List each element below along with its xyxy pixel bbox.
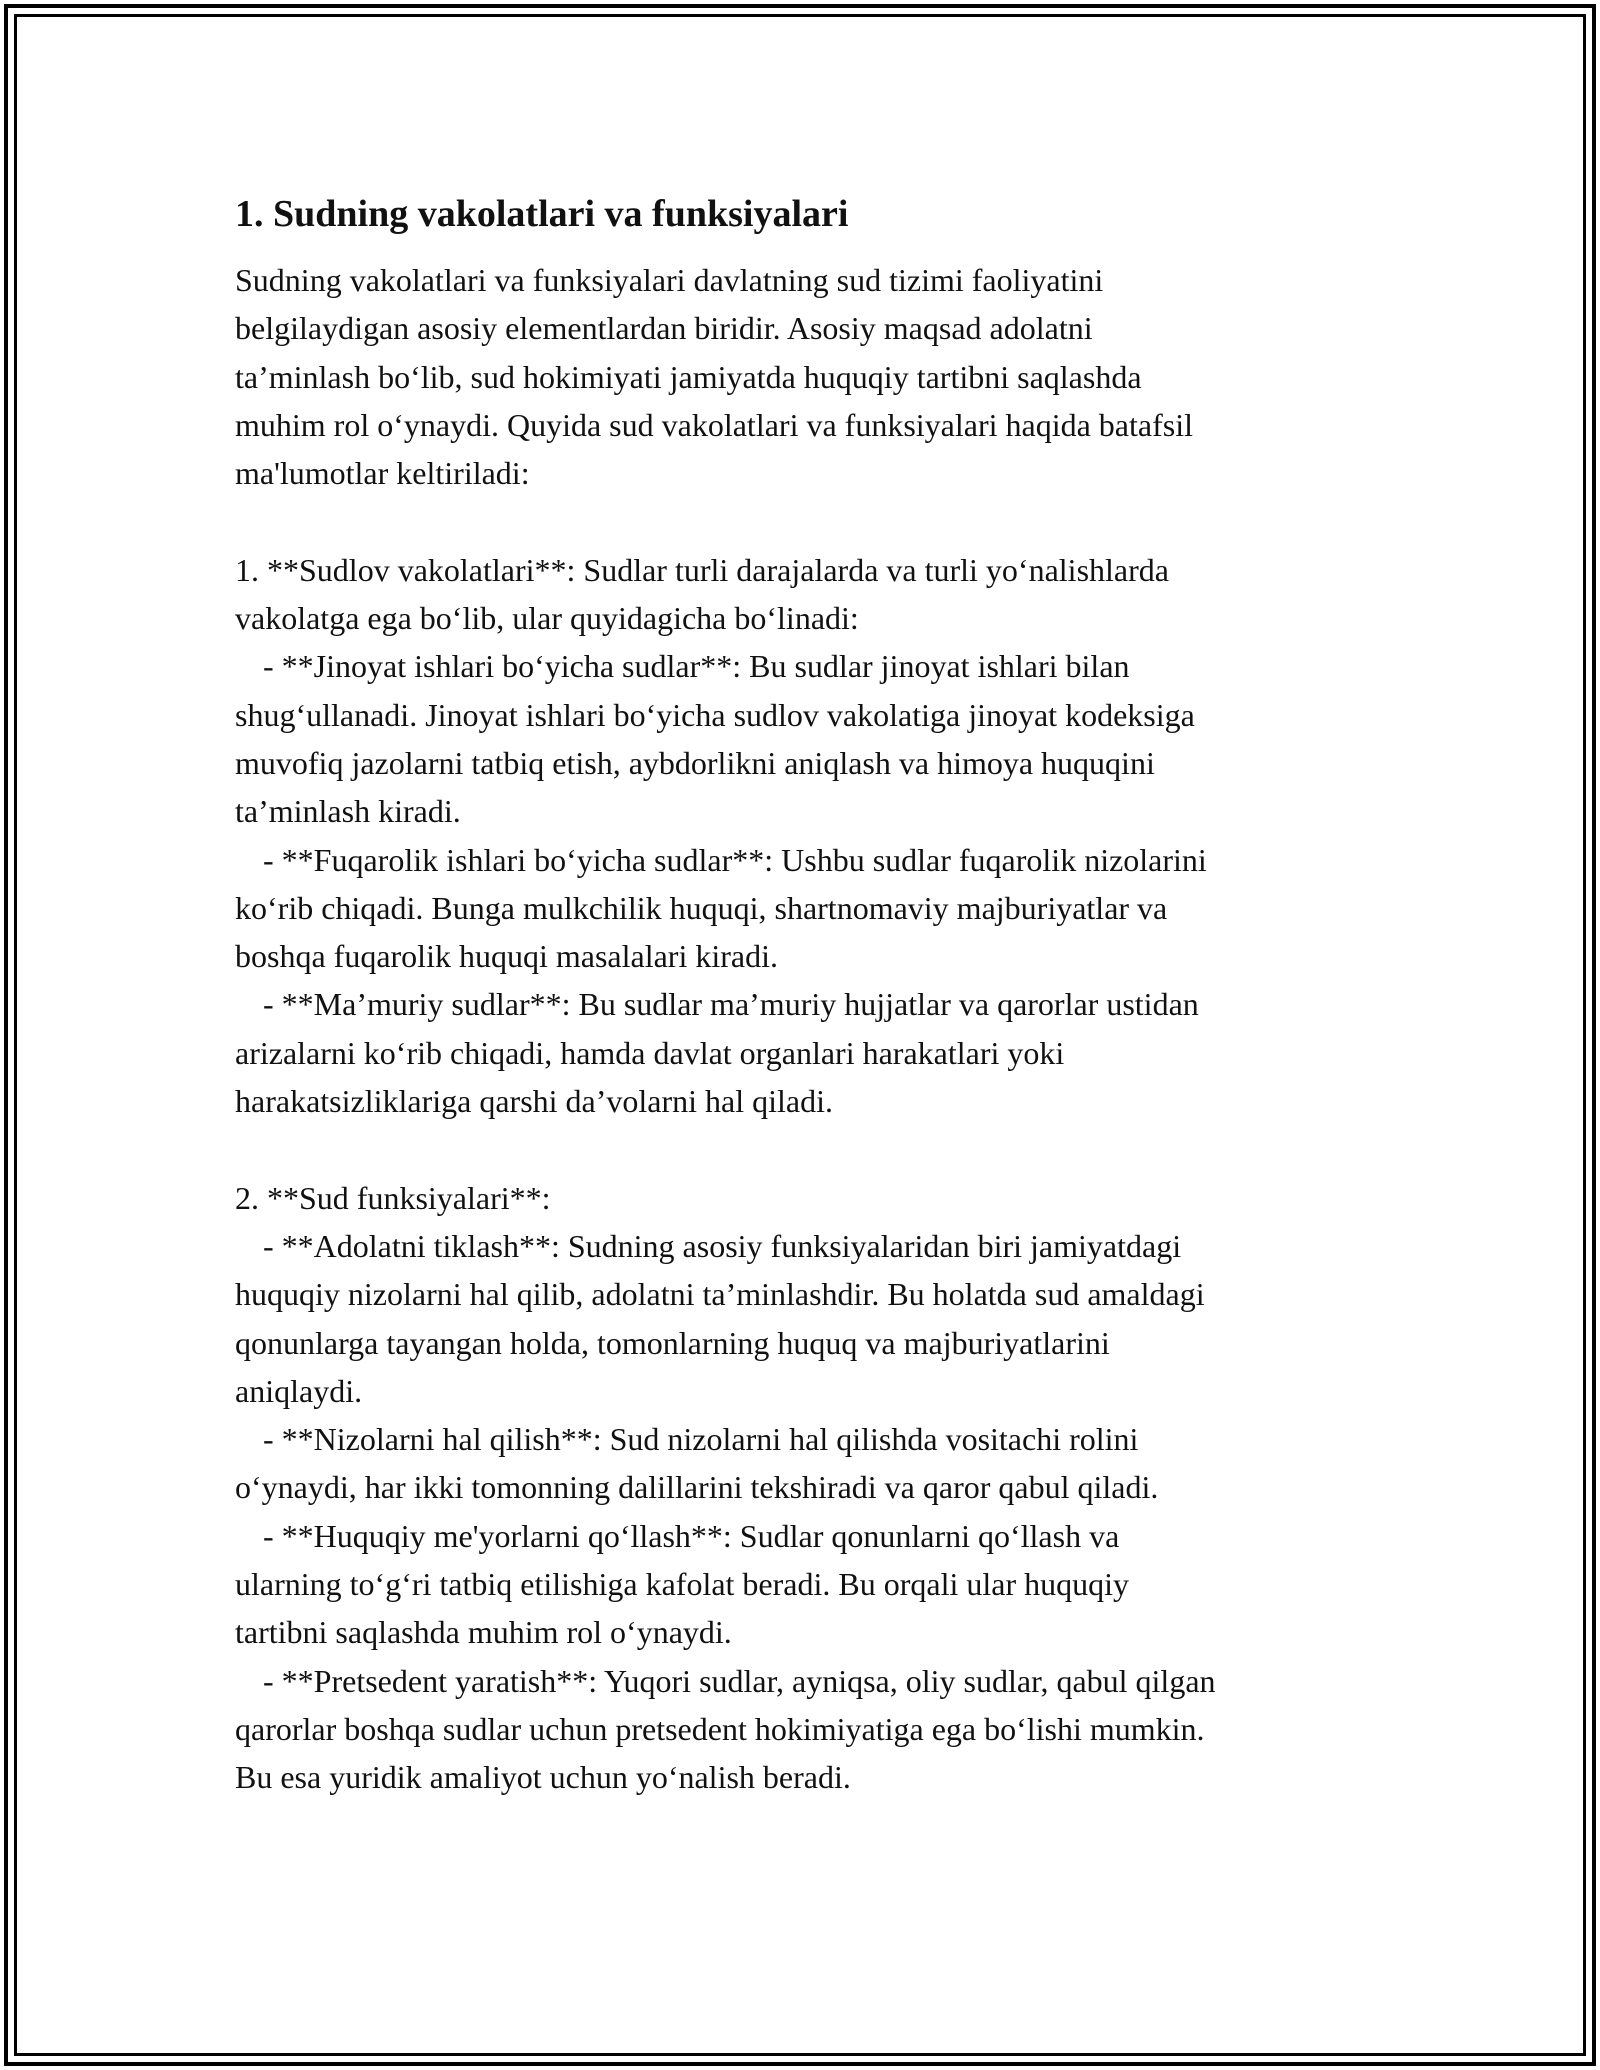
text-line: ma'lumotlar keltiriladi:	[235, 455, 530, 492]
list-item-first-line: - **Huquqiy me'yorlarni qo‘llash**: Sudlar qonunlarni qo‘llash va	[263, 1517, 1120, 1554]
text-line: vakolatga ega bo‘lib, ular quyidagicha bo‘linadi:	[235, 600, 859, 637]
text-line: ularning to‘g‘ri tatbiq etilishiga kafolat beradi. Bu orqali ular huquqiy	[235, 1566, 1129, 1603]
text-line: huquqiy nizolarni hal qilib, adolatni ta’minlashdir. Bu holatda sud amaldagi	[235, 1276, 1205, 1313]
list-item	[235, 836, 1385, 981]
text-line: Sudning vakolatlari va funksiyalari davlatning sud tizimi faoliyatini	[235, 262, 1104, 298]
text-line: qarorlar boshqa sudlar uchun pretsedent hokimiyatiga ega bo‘lishi mumkin.	[235, 1710, 1205, 1747]
list-item-first-line: - **Pretsedent yaratish**: Yuqori sudlar, ayniqsa, oliy sudlar, qabul qilgan	[263, 1662, 1216, 1699]
text-line: arizalarni ko‘rib chiqadi, hamda davlat organlari harakatlari yoki	[235, 1034, 1065, 1071]
blank-line	[235, 497, 1385, 545]
text-line: muvofiq jazolarni tatbiq etish, aybdorlikni aniqlash va himoya huquqini	[235, 744, 1155, 781]
text-line: qonunlarga tayangan holda, tomonlarning huquq va majburiyatlarini	[235, 1324, 1110, 1361]
text-line: Bu esa yuridik amaliyot uchun yo‘nalish beradi.	[235, 1759, 851, 1796]
list-item	[235, 642, 1385, 835]
list-item	[235, 1415, 1385, 1512]
intro-paragraph	[235, 256, 1385, 497]
section-sud-funksiyalari	[235, 1174, 1385, 1802]
list-item	[235, 1657, 1385, 1802]
text-line: harakatsizliklariga qarshi da’volarni hal qiladi.	[235, 1083, 833, 1120]
text-line: aniqlaydi.	[235, 1372, 363, 1409]
section-heading-line: 1. **Sudlov vakolatlari**: Sudlar turli darajalarda va turli yo‘nalishlarda	[235, 551, 1169, 588]
text-line: ta’minlash bo‘lib, sud hokimiyati jamiyatda huquqiy tartibni saqlashda	[235, 358, 1142, 395]
list-item-first-line: - **Fuqarolik ishlari bo‘yicha sudlar**: Ushbu sudlar fuqarolik nizolarini	[263, 841, 1207, 878]
blank-line	[235, 1125, 1385, 1173]
list-item	[235, 980, 1385, 1125]
list-item	[235, 1512, 1385, 1657]
text-line: boshqa fuqarolik huquqi masalalari kiradi.	[235, 938, 778, 975]
text-line: belgilaydigan asosiy elementlardan biridir. Asosiy maqsad adolatni	[235, 310, 1093, 347]
document-body	[235, 186, 1385, 1802]
section-heading-line: 2. **Sud funksiyalari**:	[235, 1179, 551, 1216]
list-item-first-line: - **Nizolarni hal qilish**: Sud nizolarni hal qilishda vositachi rolini	[263, 1421, 1139, 1458]
list-item-first-line: - **Ma’muriy sudlar**: Bu sudlar ma’muriy hujjatlar va qarorlar ustidan	[263, 986, 1199, 1023]
list-item-first-line: - **Jinoyat ishlari bo‘yicha sudlar**: Bu sudlar jinoyat ishlari bilan	[263, 648, 1130, 685]
list-item-first-line: - **Adolatni tiklash**: Sudning asosiy funksiyalaridan biri jamiyatdagi	[263, 1227, 1182, 1264]
text-line: shug‘ullanadi. Jinoyat ishlari bo‘yicha sudlov vakolatiga jinoyat kodeksiga	[235, 696, 1195, 733]
text-line: tartibni saqlashda muhim rol o‘ynaydi.	[235, 1614, 732, 1651]
text-line: muhim rol o‘ynaydi. Quyida sud vakolatlari va funksiyalari haqida batafsil	[235, 406, 1193, 443]
text-line: ta’minlash kiradi.	[235, 793, 461, 830]
section-sudlov-vakolatlari	[235, 546, 1385, 1126]
list-item	[235, 1222, 1385, 1415]
text-line: ko‘rib chiqadi. Bunga mulkchilik huquqi, shartnomaviy majburiyatlar va	[235, 889, 1168, 926]
text-line: o‘ynaydi, har ikki tomonning dalillarini tekshiradi va qaror qabul qiladi.	[235, 1469, 1159, 1506]
document-title: 1. Sudning vakolatlari va funksiyalari	[235, 193, 849, 235]
